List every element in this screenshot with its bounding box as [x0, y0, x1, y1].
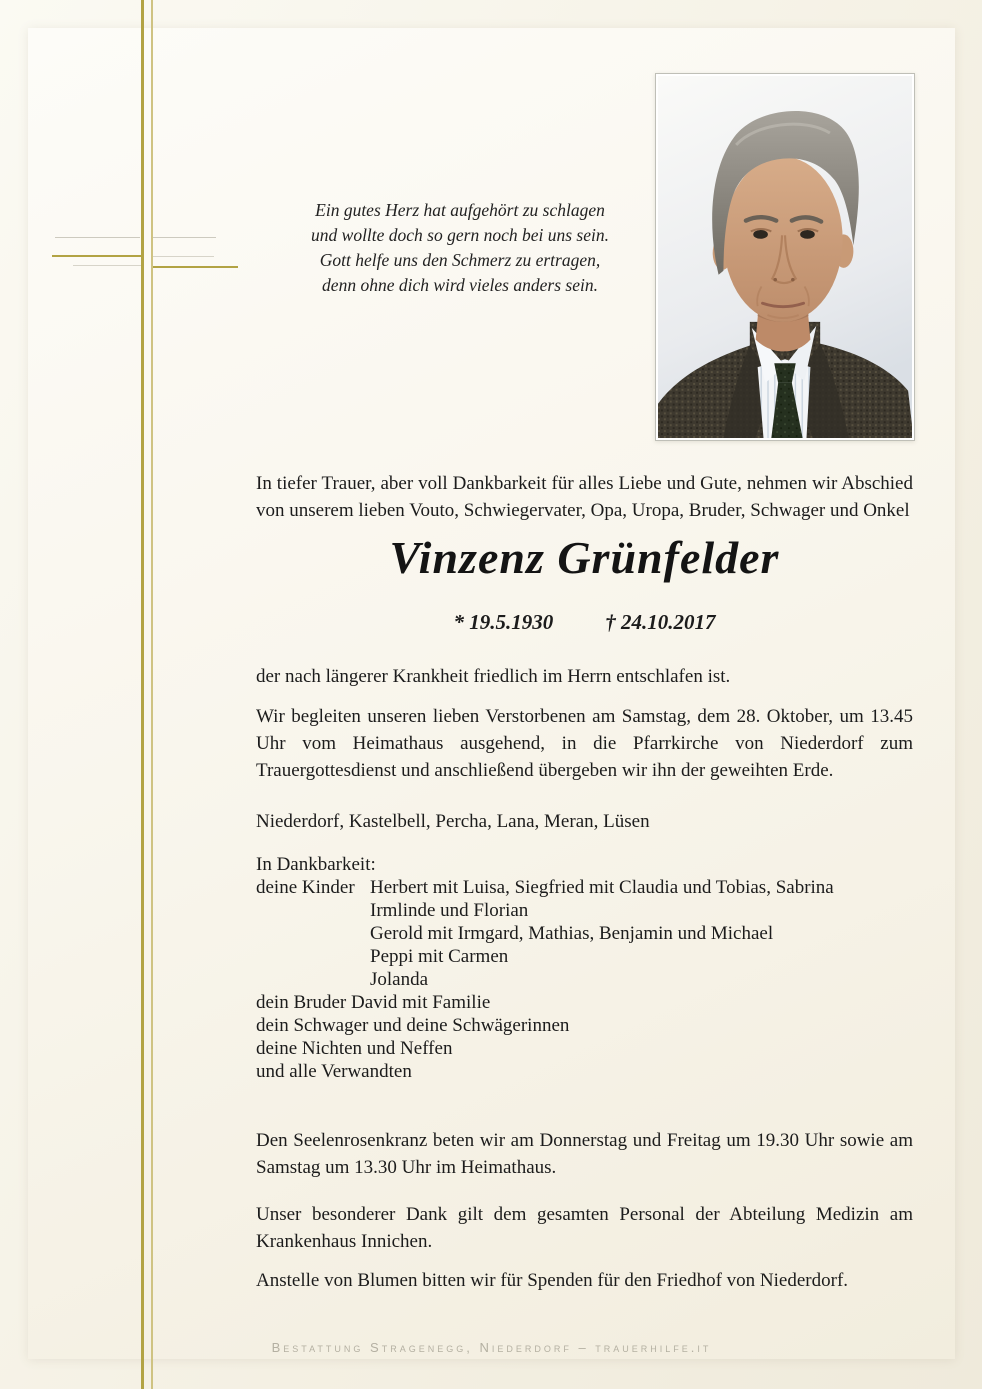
obituary-text [256, 470, 913, 1294]
children-line: Gerold mit Irmgard, Mathias, Benjamin und Michael [370, 922, 774, 944]
death-date: † 24.10.2017 [605, 609, 716, 634]
children-label: deine Kinder [256, 876, 355, 898]
funeral-paragraph: Wir begleiten unseren lieben Verstorbenen am Samstag, dem 28. Oktober, um 13.45 Uhr vom Heimathaus ausgehend, in die Pfarrkirche von Niederdorf zum Trauergottesdienst und anschließend übergeben wir ihn der geweihten Erde. [256, 705, 913, 781]
children-names [370, 876, 913, 991]
deceased-name: Vinzenz Grünfelder [389, 532, 780, 583]
memorial-verse [278, 198, 642, 298]
cross-left-arm [52, 255, 141, 257]
gratitude-heading: In Dankbarkeit: [256, 853, 376, 875]
cross-left-arm-shadow [73, 265, 141, 266]
funeral-home-footer: Bestattung Stragenegg, Niederdorf – trauerhilfe.it [271, 1340, 712, 1355]
cross-vertical-line [141, 0, 144, 1389]
verse-line: und wollte doch so gern noch bei uns sein. [311, 225, 609, 245]
cross-right-arm-shadow [153, 237, 216, 238]
portrait-photo [655, 73, 915, 441]
birth-date: * 19.5.1930 [453, 609, 554, 634]
cross-left-arm-shadow [55, 237, 140, 238]
cross-vertical-line-shadow [151, 0, 153, 1389]
flowers-paragraph: Anstelle von Blumen bitten wir für Spenden für den Friedhof von Niederdorf. [256, 1269, 849, 1291]
verse-line: Gott helfe uns den Schmerz zu ertragen, [319, 250, 601, 270]
relative-line: dein Bruder David mit Familie [256, 991, 491, 1013]
verse-line: denn ohne dich wird vieles anders sein. [322, 275, 598, 295]
places-line: Niederdorf, Kastelbell, Percha, Lana, Meran, Lüsen [256, 810, 650, 832]
life-dates [256, 610, 913, 635]
children-line: Herbert mit Luisa, Siegfried mit Claudia und Tobias, Sabrina [370, 876, 834, 898]
cross-right-arm [153, 266, 238, 268]
relatives-lines [256, 991, 913, 1083]
children-line: Jolanda [370, 968, 429, 990]
relative-line: dein Schwager und deine Schwägerinnen [256, 1014, 570, 1036]
children-line: Peppi mit Carmen [370, 945, 509, 967]
children-line: Irmlinde und Florian [370, 899, 529, 921]
portrait-illustration [658, 76, 912, 438]
thanks-paragraph: Unser besonderer Dank gilt dem gesamten Personal der Abteilung Medizin am Krankenhaus Innichen. [256, 1203, 913, 1252]
relative-line: und alle Verwandten [256, 1060, 412, 1082]
verse-line: Ein gutes Herz hat aufgehört zu schlagen [315, 200, 605, 220]
passed-away-paragraph: der nach längerer Krankheit friedlich im Herrn entschlafen ist. [256, 665, 731, 687]
children-row [256, 876, 913, 991]
cross-right-arm-shadow [153, 256, 214, 257]
intro-paragraph: In tiefer Trauer, aber voll Dankbarkeit für alles Liebe und Gute, nehmen wir Abschied von unserem lieben Vouto, Schwiegervater, Opa, Uropa, Bruder, Schwager und Onkel [256, 473, 913, 521]
relative-line: deine Nichten und Neffen [256, 1037, 453, 1059]
rosary-paragraph: Den Seelenrosenkranz beten wir am Donnerstag und Freitag um 19.30 Uhr sowie am Samstag um 13.30 Uhr im Heimathaus. [256, 1129, 913, 1178]
